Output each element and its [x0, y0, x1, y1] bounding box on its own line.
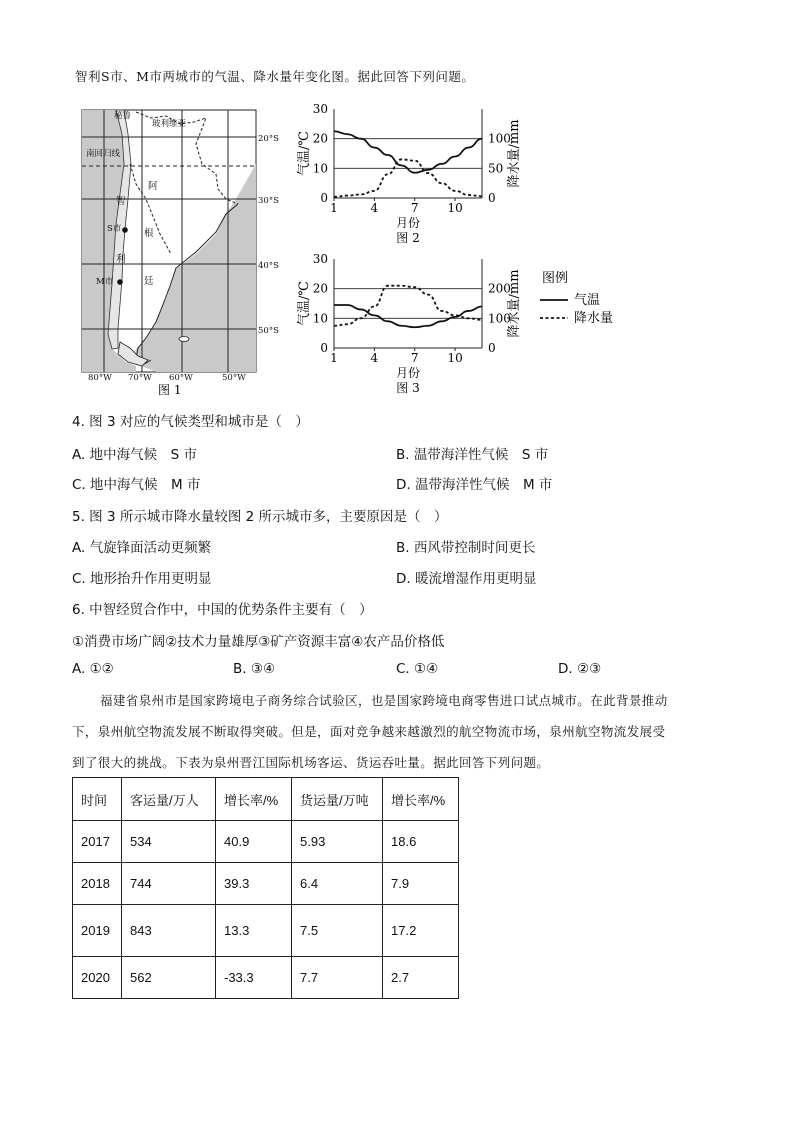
cell: 39.3 [216, 863, 292, 905]
chart-3 [297, 252, 613, 395]
y-left-label: 气温/℃ [297, 131, 312, 176]
q6-option-b[interactable]: B. ③④ [233, 661, 276, 677]
table-row [73, 905, 459, 957]
lat-label-40: 40°S [258, 261, 279, 271]
y-left-tick: 30 [312, 252, 328, 266]
label-a: 阿 [148, 181, 158, 192]
cell: 7.7 [292, 957, 383, 999]
cell: -33.3 [216, 957, 292, 999]
cell: 744 [122, 863, 216, 905]
cell: 2.7 [383, 957, 459, 999]
q4-stem: 4. 图 3 对应的气候类型和城市是（ ） [72, 414, 309, 430]
cell: 2017 [73, 821, 122, 863]
header-year: 时间 [73, 778, 122, 821]
table-row [73, 821, 459, 863]
y-right-label: 降水量/mm [507, 269, 522, 338]
q6-items: ①消费市场广阔②技术力量雄厚③矿产资源丰富④农产品价格低 [72, 634, 445, 650]
legend-item: 气温 [574, 293, 601, 308]
label-zhi: 智 [116, 196, 126, 207]
cell: 7.5 [292, 905, 383, 957]
cell: 2020 [73, 957, 122, 999]
header-cargo: 货运量/万吨 [292, 778, 383, 821]
y-right-tick: 0 [488, 341, 496, 355]
q4-option-b[interactable]: B. 温带海洋性气候 S 市 [396, 447, 549, 463]
label-m-city: M市 [96, 277, 114, 287]
x-axis-label: 月份 [395, 216, 421, 230]
label-li: 利 [116, 254, 126, 265]
lat-label-20: 20°S [258, 134, 279, 144]
y-left-tick: 20 [312, 131, 328, 146]
header-passenger-growth: 增长率/% [216, 778, 292, 821]
header-passenger: 客运量/万人 [122, 778, 216, 821]
q6-stem: 6. 中智经贸合作中，中国的优势条件主要有（ ） [72, 602, 373, 618]
y-right-tick: 0 [488, 191, 496, 205]
lon-label-80: 80°W [88, 373, 112, 383]
y-right-tick: 100 [488, 131, 511, 146]
cell: 843 [122, 905, 216, 957]
q5-option-a[interactable]: A. 气旋锋面活动更频繁 [72, 540, 212, 556]
header-cargo-growth: 增长率/% [383, 778, 459, 821]
cell: 562 [122, 957, 216, 999]
precipitation-line [334, 159, 482, 196]
lon-label-50: 50°W [222, 373, 246, 383]
table-header-row [73, 778, 459, 821]
legend-item: 降水量 [574, 311, 614, 326]
temperature-line [334, 131, 482, 173]
y-left-tick: 30 [312, 102, 328, 116]
lon-label-60: 60°W [169, 373, 193, 383]
label-tropic: 南回归线 [86, 149, 121, 159]
map-figure-1 [76, 104, 279, 397]
q4-option-a[interactable]: A. 地中海气候 S 市 [72, 447, 197, 463]
x-tick-label: 10 [447, 351, 463, 365]
q5-option-d[interactable]: D. 暖流增湿作用更明显 [396, 571, 537, 587]
passage-line-2: 下，泉州航空物流发展不断取得突破。但是，面对竞争越来越激烈的航空物流市场，泉州航空物流发展受 [72, 724, 666, 739]
airport-throughput-table [72, 777, 459, 999]
lat-label-30: 30°S [258, 196, 279, 206]
q5-option-c[interactable]: C. 地形抬升作用更明显 [72, 571, 212, 587]
x-tick-label: 7 [410, 351, 419, 365]
lon-label-70: 70°W [128, 373, 152, 383]
q5-option-b[interactable]: B. 西风带控制时间更长 [396, 540, 536, 556]
legend-title: 图例 [542, 271, 569, 286]
intro-text: 智利S市、M市两城市的气温、降水量年变化图。据此回答下列问题。 [75, 69, 475, 84]
y-left-tick: 10 [312, 311, 328, 326]
q6-option-a[interactable]: A. ①② [72, 661, 114, 677]
cell: 40.9 [216, 821, 292, 863]
y-left-tick: 20 [312, 281, 328, 296]
q4-option-c[interactable]: C. 地中海气候 M 市 [72, 477, 201, 493]
table-row [73, 957, 459, 999]
cell: 2018 [73, 863, 122, 905]
q6-option-d[interactable]: D. ②③ [558, 661, 602, 677]
cell: 6.4 [292, 863, 383, 905]
cell: 18.6 [383, 821, 459, 863]
x-tick-label: 1 [330, 351, 338, 365]
q4-option-d[interactable]: D. 温带海洋性气候 M 市 [396, 477, 553, 493]
x-tick-label: 1 [330, 201, 338, 215]
label-bolivia: 玻利维亚 [152, 119, 187, 129]
label-gen: 根 [144, 228, 154, 239]
fig1-caption: 图 1 [158, 383, 182, 397]
passage-line-1: 福建省泉州市是国家跨境电子商务综合试验区，也是国家跨境电商零售进口试点城市。在此背景推动 [100, 693, 668, 708]
x-tick-label: 7 [410, 201, 419, 215]
x-tick-label: 10 [447, 201, 463, 215]
cell: 17.2 [383, 905, 459, 957]
x-tick-label: 4 [370, 201, 379, 215]
lat-label-50: 50°S [258, 326, 279, 336]
y-right-label: 降水量/mm [507, 119, 522, 188]
x-axis-label: 月份 [395, 366, 421, 380]
temperature-line [334, 305, 482, 327]
x-tick-label: 4 [370, 351, 379, 365]
q6-option-c[interactable]: C. ①④ [396, 661, 439, 677]
y-right-tick: 50 [488, 161, 504, 176]
y-left-label: 气温/℃ [297, 281, 312, 326]
label-peru: 秘鲁 [114, 111, 132, 121]
label-s-city: S市 [107, 224, 122, 234]
chart-caption: 图 2 [396, 231, 420, 245]
m-city-dot [117, 279, 123, 285]
cell: 2019 [73, 905, 122, 957]
y-right-tick: 100 [488, 311, 511, 326]
table-row [73, 863, 459, 905]
label-ting: 廷 [144, 276, 154, 287]
passage [72, 685, 724, 778]
chart-caption: 图 3 [396, 381, 420, 395]
y-left-tick: 10 [312, 161, 328, 176]
passage-line-3: 到了很大的挑战。下表为泉州晋江国际机场客运、货运吞吐量。据此回答下列问题。 [72, 755, 550, 770]
cell: 7.9 [383, 863, 459, 905]
q5-stem: 5. 图 3 所示城市降水量较图 2 所示城市多，主要原因是（ ） [72, 509, 448, 525]
cell: 5.93 [292, 821, 383, 863]
precipitation-line [334, 286, 482, 326]
cell: 534 [122, 821, 216, 863]
climate-charts [290, 98, 620, 398]
s-city-dot [122, 227, 128, 233]
chart-2 [297, 102, 522, 245]
cell: 13.3 [216, 905, 292, 957]
y-right-tick: 200 [488, 281, 511, 296]
y-left-tick: 0 [320, 341, 328, 355]
y-left-tick: 0 [320, 191, 328, 205]
